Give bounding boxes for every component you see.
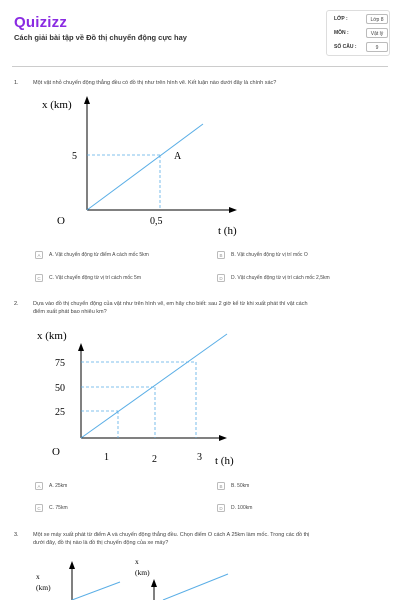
graph-b-y-label-1: x [135, 557, 139, 566]
question-2-text-line2: điểm xuất phát bao nhiêu km? [33, 309, 107, 315]
x-tick-2: 2 [152, 454, 157, 465]
graph-a-y-label-1: x [36, 572, 40, 581]
point-label: A [174, 151, 182, 162]
x-tick-label: 0,5 [150, 216, 163, 227]
motion-line [81, 334, 227, 438]
y-tick-25: 25 [55, 407, 65, 418]
question-3-graphs [0, 552, 400, 600]
meta-count: SỐ CÂU : 9 [330, 42, 390, 53]
question-3-text-line1: Một xe máy xuất phát từ điểm A và chuyển động thẳng đều. Chọn điểm O cách A 25km làm mốc. Trong các đồ thị [33, 532, 310, 538]
question-1-graph [0, 88, 400, 243]
question-1-text: Một vật nhỏ chuyển động thẳng đều có đồ thị như trên hình vẽ. Kết luận nào dưới đây là chính xác? [33, 80, 277, 86]
question-2-text-line1: Dựa vào đồ thị chuyển động của vật như trên hình vẽ, em hãy cho biết: sau 2 giờ kể từ khi xuất phát thì vật cách [33, 301, 308, 307]
origin-label: O [57, 215, 65, 227]
question-2-number: 2. [14, 301, 19, 307]
y-axis-arrow [84, 96, 90, 104]
graph-a-y-label-2: (km) [36, 583, 51, 592]
graph-a-y-arrow [69, 561, 75, 569]
meta-grade: LỚP : Lớp 8 [330, 14, 390, 25]
x-axis-label: t (h) [218, 225, 237, 237]
y-axis-label: x (km) [37, 330, 67, 342]
graph-b-motion-line [163, 574, 228, 600]
graph-b-y-label-2: (km) [135, 568, 150, 577]
x-axis-arrow [229, 207, 237, 213]
question-3-number: 3. [14, 532, 19, 538]
header-divider [12, 66, 388, 67]
y-tick-75: 75 [55, 358, 65, 369]
motion-line [87, 124, 203, 210]
x-tick-3: 3 [197, 452, 202, 463]
question-3-text-line2: dưới đây, đồ thị nào là đồ thị chuyển động của xe máy? [33, 540, 169, 546]
origin-label: O [52, 446, 60, 458]
question-1-number: 1. [14, 80, 19, 86]
y-tick-50: 50 [55, 383, 65, 394]
quizizz-logo: Quizizz [14, 14, 68, 31]
x-axis-label: t (h) [215, 455, 234, 467]
page-title: Cách giải bài tập về Đồ thị chuyển động cực hay [14, 33, 187, 42]
worksheet-header [0, 0, 400, 64]
y-axis-arrow [78, 343, 84, 351]
meta-subject: MÔN : Vật lý [330, 28, 390, 39]
y-tick-label: 5 [72, 151, 77, 162]
x-axis-arrow [219, 435, 227, 441]
question-2-graph [0, 320, 400, 470]
y-axis-label: x (km) [42, 99, 72, 111]
graph-b-y-arrow [151, 579, 157, 587]
graph-a-motion-line [72, 582, 120, 600]
x-tick-1: 1 [104, 452, 109, 463]
